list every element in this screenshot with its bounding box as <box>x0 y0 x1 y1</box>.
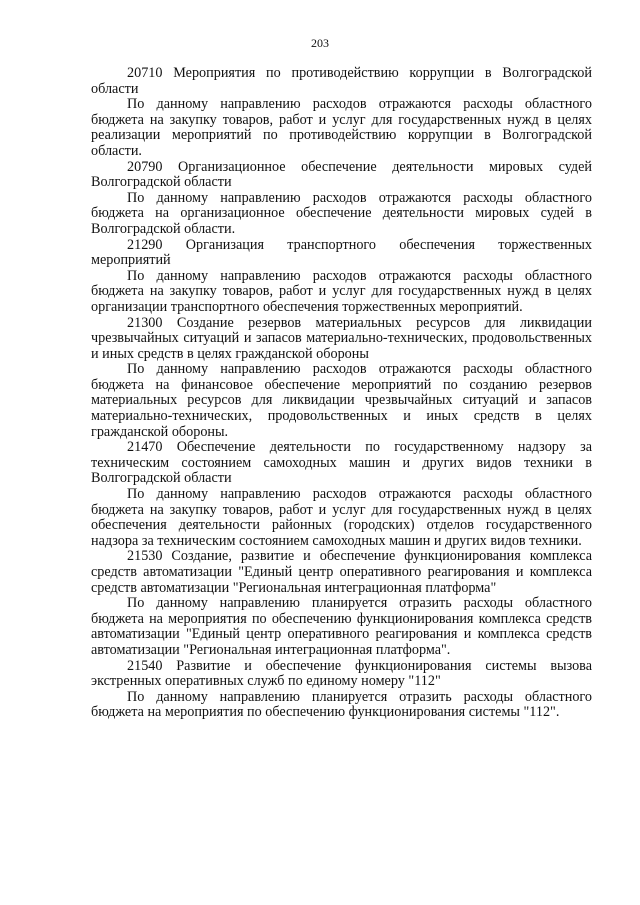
section-heading: 21470 Обеспечение деятельности по государственному надзору за техническим состоянием самоходных машин и других видов техники в Волгоградской области <box>91 439 592 487</box>
section-heading: 20790 Организационное обеспечение деятельности мировых судей Волгоградской области <box>91 158 592 191</box>
section-text: По данному направлению расходов отражаются расходы областного бюджета на финансовое обеспечение мероприятий по созданию резервов материальных ресурсов для ликвидации чрезвычайных ситуаций и запасов материально-технических, продовольственных и иных средств в целях гражданской обороны. <box>91 361 592 440</box>
section-heading: 21540 Развитие и обеспечение функционирования системы вызова экстренных оперативных служб по единому номеру "112" <box>91 657 592 690</box>
page-number: 203 <box>311 36 329 50</box>
section-heading: 21530 Создание, развитие и обеспечение функционирования комплекса средств автоматизации "Единый центр оперативного реагирования и комплекса средств автоматизации "Региональная интеграционная платформа" <box>91 548 592 596</box>
section-heading: 20710 Мероприятия по противодействию коррупции в Волгоградской области <box>91 65 592 97</box>
document-body <box>91 66 592 721</box>
section-text: По данному направлению планируется отразить расходы областного бюджета на мероприятия по обеспечению функционирования комплекса средств автоматизации "Единый центр оперативного реагирования и комплекса средств автоматизации "Региональная интеграционная платформа". <box>91 595 592 658</box>
section-text: По данному направлению расходов отражаются расходы областного бюджета на организационное обеспечение деятельности мировых судей в Волгоградской области. <box>91 189 592 237</box>
section-text: По данному направлению планируется отразить расходы областного бюджета на мероприятия по обеспечению функционирования системы "112". <box>91 688 592 721</box>
section-text: По данному направлению расходов отражаются расходы областного бюджета на закупку товаров, работ и услуг для государственных нужд в целях организации транспортного обеспечения торжественных мероприятий. <box>91 267 592 315</box>
section-text: По данному направлению расходов отражаются расходы областного бюджета на закупку товаров, работ и услуг для государственных нужд в целях обеспечения деятельности районных (городских) отделов государственного надзора за техническим состоянием самоходных машин и других видов техники. <box>91 486 592 549</box>
section-text: По данному направлению расходов отражаются расходы областного бюджета на закупку товаров, работ и услуг для государственных нужд в целях реализации мероприятий по противодействию коррупции в Волгоградской области. <box>91 96 592 159</box>
section-heading: 21290 Организация транспортного обеспечения торжественных мероприятий <box>91 236 592 269</box>
section-heading: 21300 Создание резервов материальных ресурсов для ликвидации чрезвычайных ситуаций и запасов материально-технических, продовольственных и иных средств в целях гражданской обороны <box>91 314 592 362</box>
